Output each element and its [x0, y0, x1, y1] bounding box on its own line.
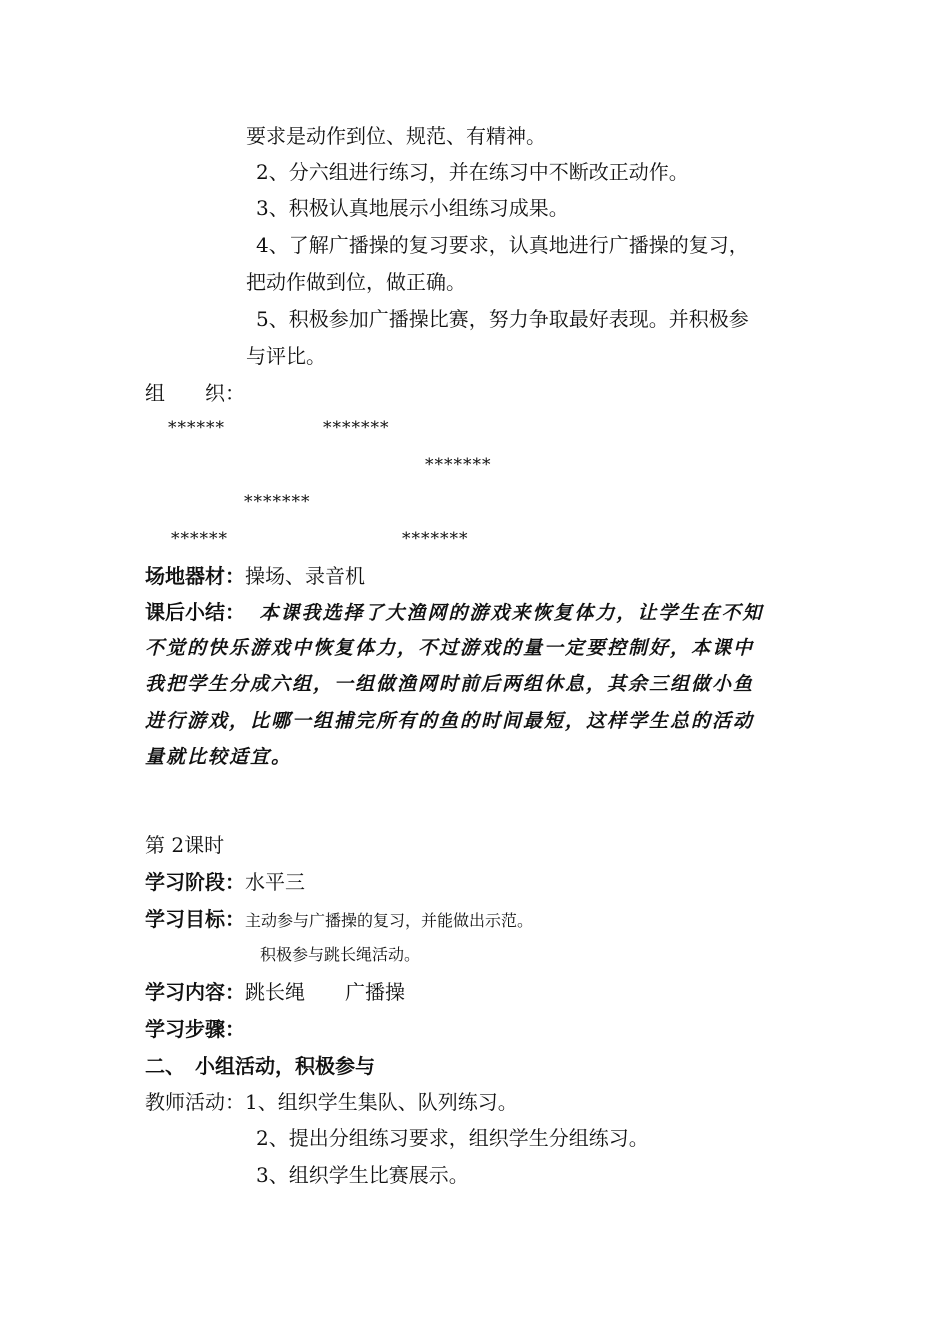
organization-label: 组 织： [145, 381, 245, 405]
equipment-line [145, 564, 365, 588]
goal-line [145, 907, 533, 933]
section-heading: 二、 小组活动，积极参与 [145, 1054, 375, 1078]
summary-text: 不觉的快乐游戏中恢复体力，不过游戏的量一定要控制好，本课中 [145, 637, 755, 659]
teacher-item: 1、组织学生集队、队列练习。 [245, 1090, 518, 1114]
stage-line [145, 870, 305, 894]
step-2: 2、分六组进行练习，并在练习中不断改正动作。 [256, 160, 689, 184]
formation-row: ****** [168, 418, 225, 438]
step-5-continued: 与评比。 [246, 344, 326, 368]
goal-item: 积极参与跳长绳活动。 [260, 945, 421, 964]
teacher-line [145, 1090, 518, 1114]
equipment-label: 场地器材： [145, 564, 245, 588]
goal-label: 学习目标： [145, 907, 245, 931]
step-4-continued: 把动作做到位，做正确。 [246, 270, 466, 294]
steps-label: 学习步骤： [145, 1017, 245, 1041]
teacher-item: 2、提出分组练习要求，组织学生分组练习。 [256, 1126, 649, 1150]
summary-first-line [145, 600, 763, 625]
stage-value: 水平三 [245, 870, 305, 894]
summary-text: 我把学生分成六组，一组做渔网时前后两组休息，其余三组做小鱼 [145, 673, 755, 695]
goal-item: 主动参与广播操的复习，并能做出示范。 [245, 911, 534, 930]
teacher-item: 3、组织学生比赛展示。 [256, 1163, 469, 1187]
lesson-title: 第 2课时 [145, 833, 225, 857]
step-4: 4、了解广播操的复习要求，认真地进行广播操的复习， [256, 233, 749, 257]
formation-row: ******* [244, 492, 311, 512]
summary-text: 量就比较适宜。 [145, 746, 293, 768]
summary-text: 进行游戏，比哪一组捕完所有的鱼的时间最短，这样学生总的活动 [145, 710, 755, 732]
formation-row: ****** [171, 529, 228, 549]
summary-label: 课后小结： [145, 600, 245, 624]
equipment-value: 操场、录音机 [245, 564, 365, 588]
step-3: 3、积极认真地展示小组练习成果。 [256, 196, 569, 220]
summary-text: 本课我选择了大渔网的游戏来恢复体力，让学生在不知 [259, 602, 764, 624]
content-label: 学习内容： [145, 980, 245, 1004]
formation-row: ******* [323, 418, 390, 438]
content-value: 跳长绳 广播操 [245, 980, 405, 1004]
step-5: 5、积极参加广播操比赛，努力争取最好表现。并积极参 [256, 307, 749, 331]
formation-row: ******* [425, 455, 492, 475]
formation-row: ******* [402, 529, 469, 549]
teacher-label: 教师活动： [145, 1090, 245, 1114]
requirement-line: 要求是动作到位、规范、有精神。 [246, 124, 546, 148]
stage-label: 学习阶段： [145, 870, 245, 894]
content-line [145, 980, 405, 1004]
